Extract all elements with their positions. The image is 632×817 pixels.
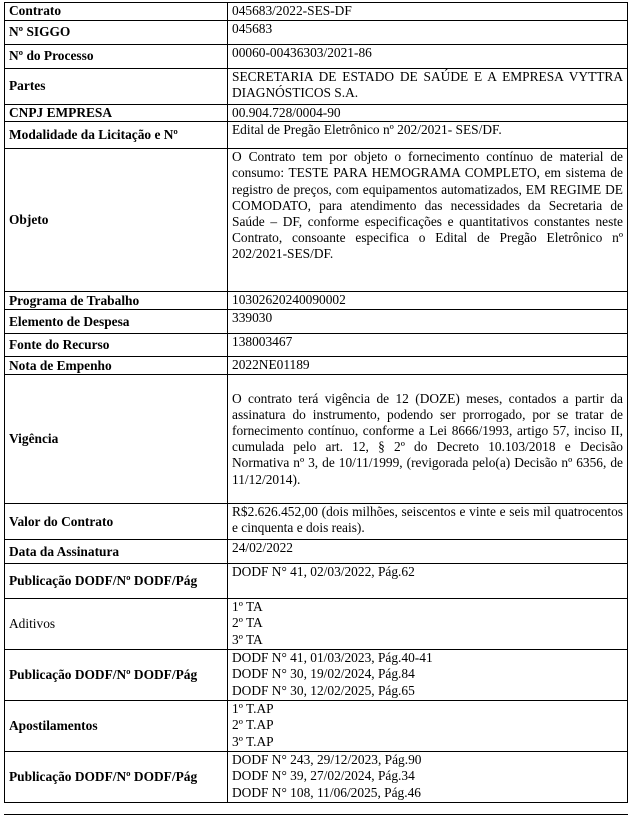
table-row — [5, 334, 628, 357]
row-value — [228, 701, 628, 752]
list-item: 1º T.AP — [232, 701, 274, 717]
list-item: 3º T.AP — [232, 733, 274, 749]
row-value: DODF N° 41, 02/03/2022, Pág.62 — [228, 564, 628, 599]
table-row — [5, 310, 628, 334]
table-row — [5, 599, 628, 650]
row-label: CNPJ EMPRESA — [5, 105, 228, 122]
list-item: 2º TA — [232, 615, 263, 631]
row-value: 045683/2022-SES-DF — [228, 3, 628, 21]
table-row — [5, 45, 628, 69]
row-label: Nota de Empenho — [5, 357, 228, 375]
table-row — [5, 3, 628, 21]
row-label: Programa de Trabalho — [5, 292, 228, 310]
row-label: Partes — [5, 69, 228, 105]
list-item: DODF N° 243, 29/12/2023, Pág.90 — [232, 752, 422, 768]
row-value — [228, 650, 628, 701]
table-row — [5, 105, 628, 122]
table-row — [5, 21, 628, 45]
table-row — [5, 701, 628, 752]
row-label: Valor do Contrato — [5, 504, 228, 540]
row-label: Objeto — [5, 149, 228, 292]
row-value: 138003467 — [228, 334, 628, 357]
table-row — [5, 375, 628, 504]
row-value: SECRETARIA DE ESTADO DE SAÚDE E A EMPRESA VYTTRA DIAGNÓSTICOS S.A. — [228, 69, 628, 105]
contract-summary-table — [4, 2, 628, 803]
row-label: Publicação DODF/Nº DODF/Pág — [5, 752, 228, 803]
row-value: O Contrato tem por objeto o fornecimento contínuo de material de consumo: TESTE PARA HEMOGRAMA COMPLETO, em sistema de registro de preços, com equipamentos automatizados, EM REGIME DE COMODATO, para atendimento das necessidades da Secretaria de Saúde – DF, conforme especificações e quantitativos constantes neste Contrato, consoante especifica o Edital de Pregão Eletrônico nº 202/2021-SES/DF. — [228, 149, 628, 292]
row-label: Vigência — [5, 375, 228, 504]
row-value: 339030 — [228, 310, 628, 334]
row-value — [228, 752, 628, 803]
list-item: 1º TA — [232, 599, 263, 615]
row-label: Publicação DODF/Nº DODF/Pág — [5, 650, 228, 701]
list-item: 2º T.AP — [232, 717, 274, 733]
table-row — [5, 564, 628, 599]
row-label: Elemento de Despesa — [5, 310, 228, 334]
row-value: Edital de Pregão Eletrônico nº 202/2021- SES/DF. — [228, 122, 628, 149]
table-row — [5, 540, 628, 564]
table-row — [5, 292, 628, 310]
table-row — [5, 650, 628, 701]
row-value: 2022NE01189 — [228, 357, 628, 375]
row-label: Apostilamentos — [5, 701, 228, 752]
bottom-rule — [4, 814, 628, 815]
row-label: Fonte do Recurso — [5, 334, 228, 357]
row-value: R$2.626.452,00 (dois milhões, seiscentos e vinte e seis mil quatrocentos e cinquenta e dois reais). — [228, 504, 628, 540]
list-item: DODF N° 30, 12/02/2025, Pág.65 — [232, 682, 415, 698]
table-row — [5, 149, 628, 292]
row-label: Aditivos — [5, 599, 228, 650]
row-value: 00.904.728/0004-90 — [228, 105, 628, 122]
contract-summary-document — [4, 2, 628, 803]
row-value: 10302620240090002 — [228, 292, 628, 310]
list-item: DODF N° 41, 01/03/2023, Pág.40-41 — [232, 650, 433, 666]
table-row — [5, 504, 628, 540]
row-value: 045683 — [228, 21, 628, 45]
table-row — [5, 69, 628, 105]
row-label: Contrato — [5, 3, 228, 21]
row-label: Nº SIGGO — [5, 21, 228, 45]
row-label: Modalidade da Licitação e Nº — [5, 122, 228, 149]
row-value: O contrato terá vigência de 12 (DOZE) meses, contados a partir da assinatura do instrumento, podendo ser prorrogado, por se tratar de fornecimento contínuo, conforme a Lei 8666/1993, artigo 57, inciso II, cumulada pelo art. 12, § 2º do Decreto 10.103/2018 e Decisão Normativa nº 3, de 10/11/1999, (revigorada pelo(a) Decisão nº 6356, de 11/12/2014). — [228, 375, 628, 504]
row-value: 00060-00436303/2021-86 — [228, 45, 628, 69]
row-label: Nº do Processo — [5, 45, 228, 69]
table-row — [5, 357, 628, 375]
table-row — [5, 122, 628, 149]
table-row — [5, 752, 628, 803]
row-value — [228, 599, 628, 650]
row-value: 24/02/2022 — [228, 540, 628, 564]
list-item: DODF N° 39, 27/02/2024, Pág.34 — [232, 768, 415, 784]
row-label: Data da Assinatura — [5, 540, 228, 564]
list-item: 3º TA — [232, 631, 263, 647]
list-item: DODF N° 30, 19/02/2024, Pág.84 — [232, 666, 415, 682]
list-item: DODF N° 108, 11/06/2025, Pág.46 — [232, 784, 421, 800]
row-label: Publicação DODF/Nº DODF/Pág — [5, 564, 228, 599]
